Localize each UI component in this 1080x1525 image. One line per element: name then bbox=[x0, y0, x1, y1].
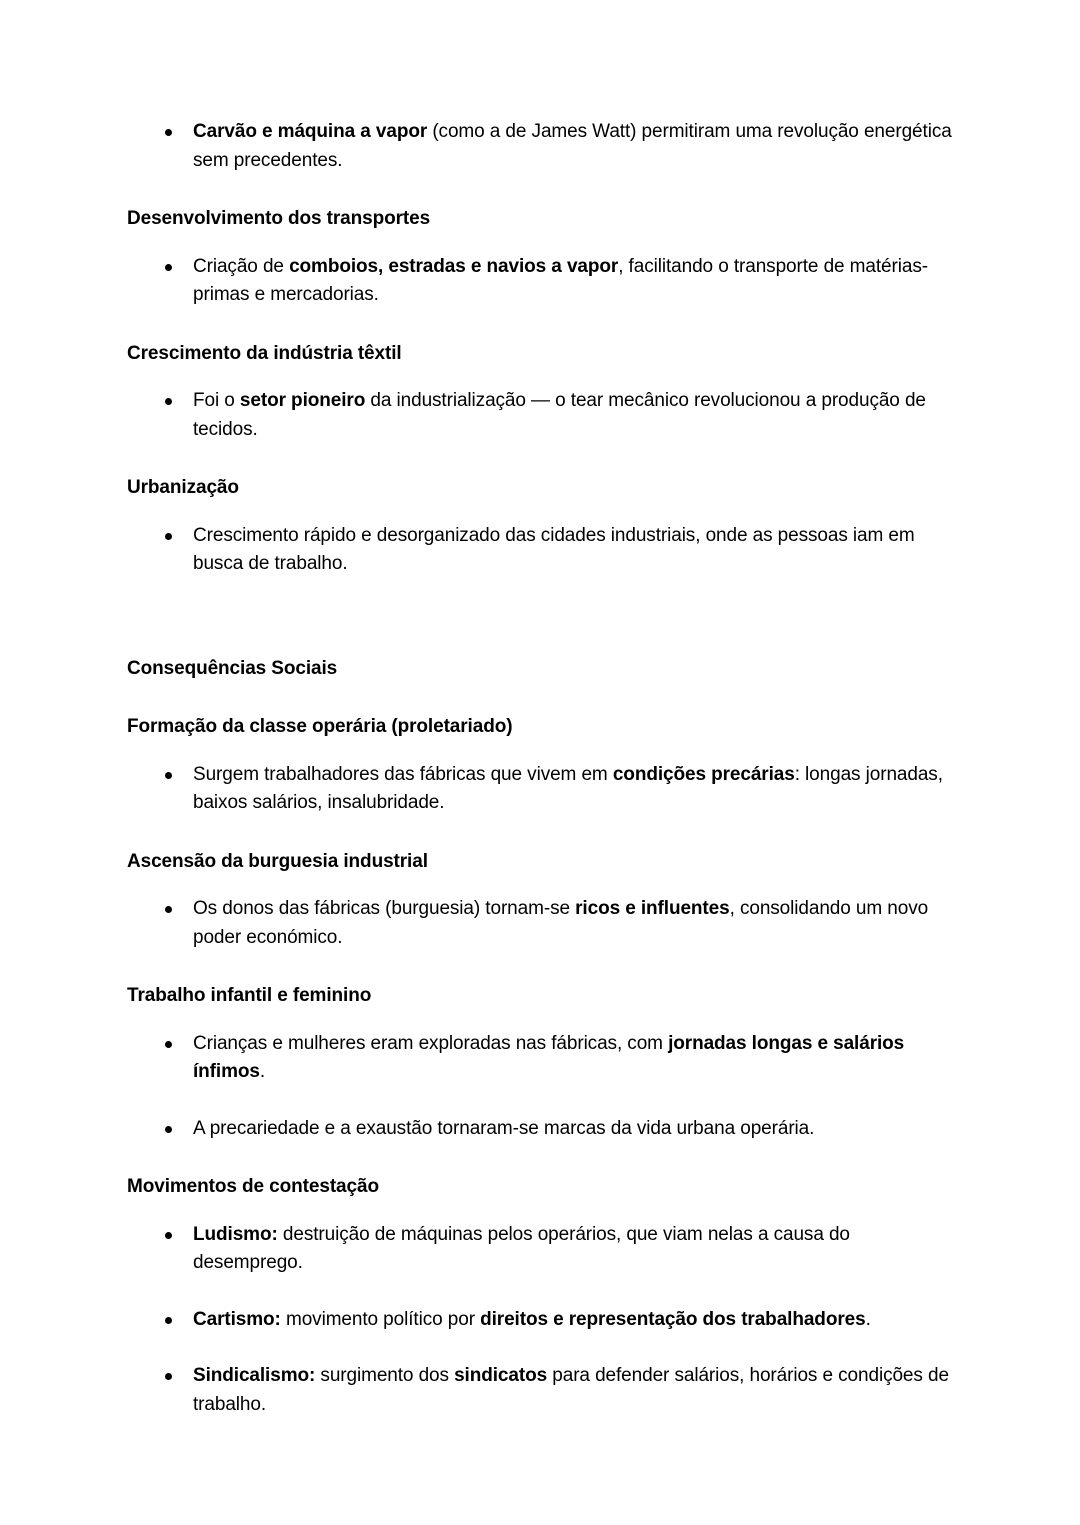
bullet-text bbox=[193, 895, 955, 952]
heading-desenvolvimento-dos-transportes: Desenvolvimento dos transportes bbox=[127, 208, 431, 229]
heading-crescimento-industria-textil: Crescimento da indústria têxtil bbox=[127, 342, 402, 364]
plain-text: destruição de máquinas pelos operários, que viam nelas a causa do desemprego. bbox=[193, 1223, 850, 1273]
plain-text: da industrialização — o tear mecânico revolucionou a produção de tecidos. bbox=[193, 390, 926, 440]
list-bullet-icon bbox=[165, 1232, 172, 1239]
bullet-precariedade-exaustao bbox=[127, 1115, 955, 1144]
list-bullet-icon bbox=[165, 398, 172, 405]
list-bullet-icon bbox=[165, 1041, 172, 1048]
emphasis-text: condições precárias bbox=[612, 763, 795, 785]
plain-text: Crescimento rápido e desorganizado das cidades industriais, onde as pessoas iam em busca de trabalho. bbox=[193, 524, 915, 574]
heading-formacao-classe-operaria: Formação da classe operária (proletariado) bbox=[127, 716, 513, 737]
emphasis-text: jornadas longas e salários ínfimos bbox=[193, 1032, 905, 1082]
bullet-text bbox=[193, 253, 955, 310]
energy-bullets bbox=[127, 118, 955, 175]
emphasis-text: Carvão e máquina a vapor bbox=[193, 121, 428, 142]
emphasis-text: Ludismo: bbox=[193, 1223, 278, 1245]
urbanizacao-bullets bbox=[127, 522, 955, 579]
bullet-sindicalismo bbox=[127, 1362, 955, 1419]
bullet-text bbox=[193, 761, 955, 818]
bullet-criancas-mulheres bbox=[127, 1030, 955, 1087]
bullet-text bbox=[193, 1030, 955, 1087]
emphasis-text: direitos e representação dos trabalhadores bbox=[480, 1308, 866, 1330]
bullet-criacao-comboios bbox=[127, 253, 955, 310]
bullet-text bbox=[193, 387, 955, 444]
bullet-ludismo bbox=[127, 1221, 955, 1278]
bullet-text bbox=[193, 1362, 955, 1419]
emphasis-text: sindicatos bbox=[454, 1365, 548, 1386]
list-bullet-icon bbox=[165, 1317, 172, 1324]
plain-text: Surgem trabalhadores das fábricas que vivem em bbox=[193, 763, 613, 785]
bullet-text bbox=[193, 1306, 955, 1335]
emphasis-text: ricos e influentes bbox=[575, 898, 730, 919]
plain-text: Crianças e mulheres eram exploradas nas fábricas, com bbox=[193, 1032, 669, 1054]
bullet-crescimento-rapido bbox=[127, 522, 955, 579]
plain-text: Os donos das fábricas (burguesia) tornam-se bbox=[193, 898, 576, 919]
plain-text: , facilitando o transporte de matérias-primas e mercadorias. bbox=[193, 255, 928, 305]
plain-text: : longas jornadas, baixos salários, insalubridade. bbox=[193, 763, 943, 813]
plain-text: . bbox=[259, 1061, 266, 1082]
bullet-cartismo bbox=[127, 1306, 955, 1335]
heading-ascensao-burguesia-industrial: Ascensão da burguesia industrial bbox=[127, 850, 428, 872]
plain-text: movimento político por bbox=[280, 1308, 481, 1330]
bullet-ricos-influentes bbox=[127, 895, 955, 952]
list-bullet-icon bbox=[165, 772, 172, 779]
list-bullet-icon bbox=[165, 1126, 172, 1133]
heading-movimentos-contestacao: Movimentos de contestação bbox=[127, 1176, 379, 1197]
textil-bullets bbox=[127, 387, 955, 444]
list-bullet-icon bbox=[165, 129, 172, 136]
trabalho-infantil-bullets bbox=[127, 1030, 955, 1144]
emphasis-text: setor pioneiro bbox=[239, 390, 366, 411]
emphasis-text: Cartismo: bbox=[193, 1308, 281, 1330]
plain-text: Foi o bbox=[193, 390, 240, 411]
plain-text: Criação de bbox=[193, 255, 290, 277]
plain-text: . bbox=[865, 1308, 871, 1330]
burguesia-bullets bbox=[127, 895, 955, 952]
bullet-carvao-maquina-vapor bbox=[127, 118, 955, 175]
transportes-bullets bbox=[127, 253, 955, 310]
classe-operaria-bullets bbox=[127, 761, 955, 818]
emphasis-text: Sindicalismo: bbox=[193, 1365, 316, 1386]
heading-urbanizacao: Urbanização bbox=[127, 477, 239, 498]
plain-text: A precariedade e a exaustão tornaram-se marcas da vida urbana operária. bbox=[193, 1117, 815, 1139]
emphasis-text: comboios, estradas e navios a vapor bbox=[289, 255, 619, 277]
plain-text: (como a de James Watt) permitiram uma revolução energética sem precedentes. bbox=[193, 121, 952, 171]
plain-text: surgimento dos bbox=[315, 1365, 455, 1386]
plain-text: para defender salários, horários e condições de trabalho. bbox=[193, 1365, 949, 1415]
list-bullet-icon bbox=[165, 533, 172, 540]
plain-text: , consolidando um novo poder económico. bbox=[193, 898, 929, 948]
list-bullet-icon bbox=[165, 1373, 172, 1380]
heading-trabalho-infantil-feminino: Trabalho infantil e feminino bbox=[127, 985, 372, 1006]
document-body bbox=[127, 118, 955, 1419]
list-bullet-icon bbox=[165, 264, 172, 271]
list-bullet-icon bbox=[165, 906, 172, 913]
movimentos-bullets bbox=[127, 1221, 955, 1420]
bullet-condicoes-precarias bbox=[127, 761, 955, 818]
heading-consequencias-sociais: Consequências Sociais bbox=[127, 657, 338, 679]
bullet-text bbox=[193, 1221, 955, 1278]
bullet-setor-pioneiro bbox=[127, 387, 955, 444]
bullet-text bbox=[193, 118, 955, 175]
bullet-text bbox=[193, 1115, 955, 1144]
bullet-text bbox=[193, 522, 955, 579]
